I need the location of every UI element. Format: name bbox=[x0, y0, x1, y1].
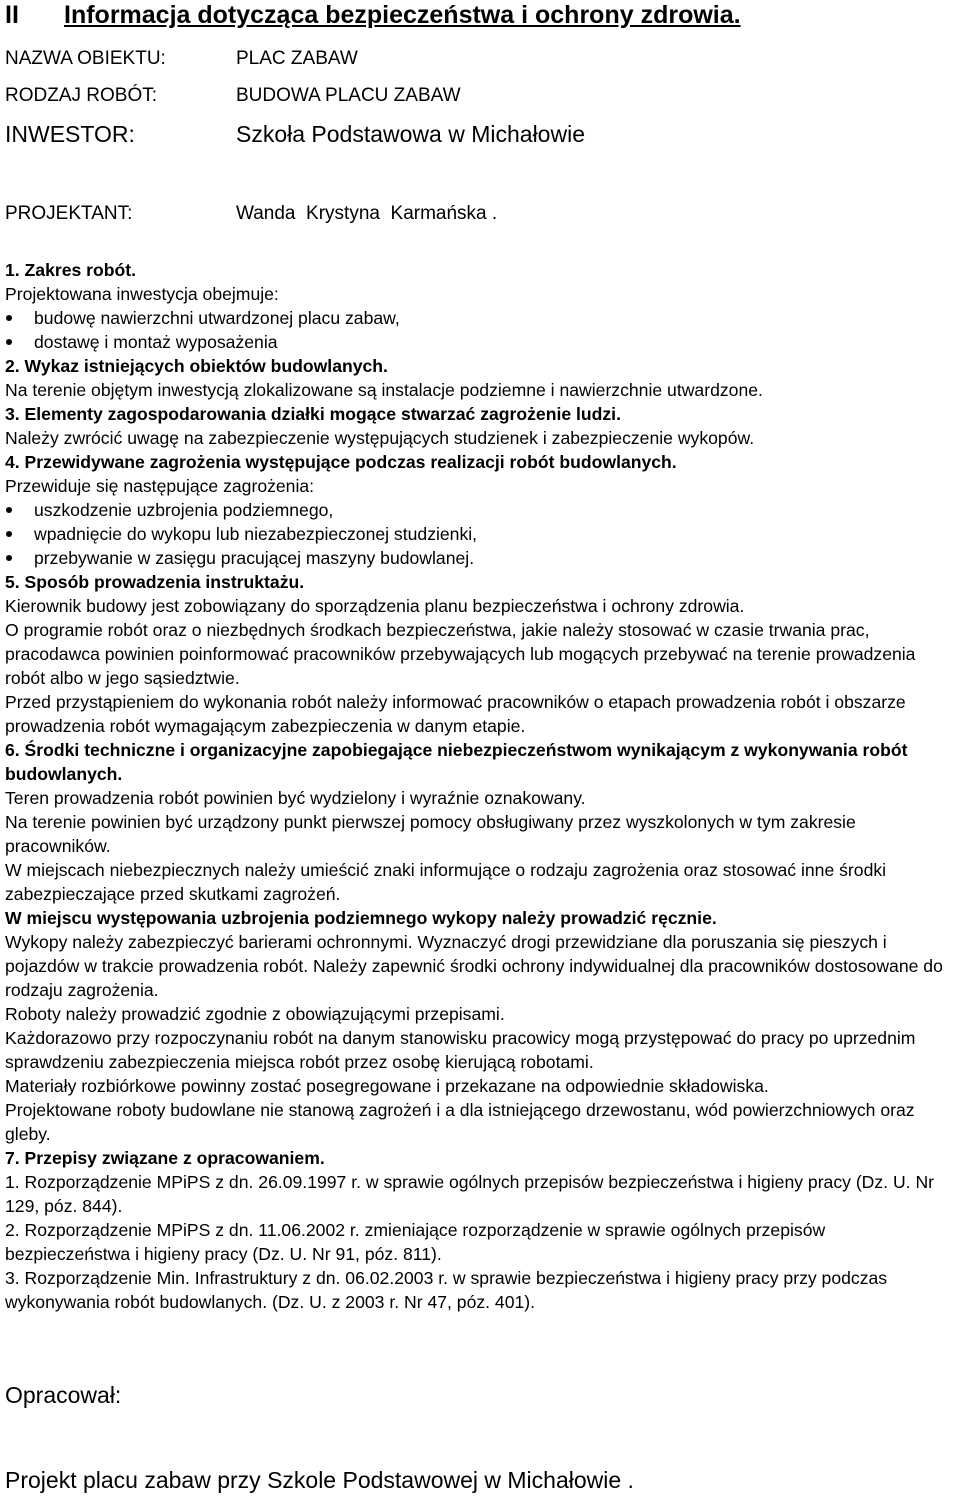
bullet-icon bbox=[6, 531, 12, 537]
prepared-by-label: Opracował: bbox=[5, 1382, 122, 1408]
section-4-list bbox=[5, 498, 955, 570]
bullet-icon bbox=[6, 507, 12, 513]
paragraph: Roboty należy prowadzić zgodnie z obowiązującymi przepisami. bbox=[5, 1004, 505, 1024]
paragraph: Wykopy należy zabezpieczyć barierami ochronnymi. Wyznaczyć drogi przewidziane dla poruszania się pieszych i pojazdów w trakcie prowadzenia robót. Należy zapewnić środki ochrony indywidualnej dla pracowników dostosowane do rodzaju zagrożenia. bbox=[5, 932, 943, 1000]
paragraph: O programie robót oraz o niezbędnych środkach bezpieczeństwa, jakie należy stosować w czasie trwania prac, pracodawca powinien poinformować pracowników przebywających lub mogących przebywać na terenie prowadzenia robót albo w jego sąsiedztwie. bbox=[5, 620, 916, 688]
section-heading bbox=[5, 0, 741, 30]
info-label: INWESTOR: bbox=[5, 121, 135, 147]
bullet-icon bbox=[6, 555, 12, 561]
list-item: wpadnięcie do wykopu lub niezabezpieczonej studzienki, bbox=[5, 522, 955, 546]
section-2-text: Na terenie objętym inwestycją zlokalizowane są instalacje podziemne i nawierzchnie utwardzone. bbox=[5, 380, 763, 400]
info-label: PROJEKTANT: bbox=[5, 203, 133, 224]
section-3-text: Należy zwrócić uwagę na zabezpieczenie występujących studzienek i zabezpieczenie wykopów. bbox=[5, 428, 755, 448]
list-item: budowę nawierzchni utwardzonej placu zabaw, bbox=[5, 306, 955, 330]
regulation-item: 1. Rozporządzenie MPiPS z dn. 26.09.1997 r. w sprawie ogólnych przepisów bezpieczeństwa i higieny pracy (Dz. U. Nr 129, póz. 844). bbox=[5, 1172, 935, 1216]
paragraph: Na terenie powinien być urządzony punkt pierwszej pomocy obsługiwany przez wyszkolonych w tym zakresie pracowników. bbox=[5, 812, 856, 856]
regulation-item: 2. Rozporządzenie MPiPS z dn. 11.06.2002 r. zmieniające rozporządzenie w sprawie ogólnych przepisów bezpieczeństwa i higieny pracy (Dz. U. Nr 91, póz. 811). bbox=[5, 1220, 826, 1264]
info-value: BUDOWA PLACU ZABAW bbox=[236, 85, 461, 106]
section-title: Informacja dotycząca bezpieczeństwa i ochrony zdrowia. bbox=[64, 1, 741, 29]
info-label: NAZWA OBIEKTU: bbox=[5, 48, 166, 69]
section-1-title: 1. Zakres robót. bbox=[5, 260, 137, 280]
section-1-intro: Projektowana inwestycja obejmuje: bbox=[5, 284, 279, 304]
bullet-icon bbox=[6, 315, 12, 321]
paragraph: Przed przystąpieniem do wykonania robót należy informować pracowników o etapach prowadzenia robót i obszarze prowadzenia robót wymagającym zabezpieczenia w danym etapie. bbox=[5, 692, 906, 736]
section-4-title: 4. Przewidywane zagrożenia występujące podczas realizacji robót budowlanych. bbox=[5, 452, 677, 472]
section-5-title: 5. Sposób prowadzenia instruktażu. bbox=[5, 572, 305, 592]
info-label: RODZAJ ROBÓT: bbox=[5, 85, 158, 106]
section-2-title: 2. Wykaz istniejących obiektów budowlanych. bbox=[5, 356, 388, 376]
info-value: PLAC ZABAW bbox=[236, 48, 358, 69]
paragraph: Materiały rozbiórkowe powinny zostać posegregowane i przekazane na odpowiednie składowiska. bbox=[5, 1076, 769, 1096]
section-7-title: 7. Przepisy związane z opracowaniem. bbox=[5, 1148, 325, 1168]
info-value: Szkoła Podstawowa w Michałowie bbox=[236, 121, 585, 147]
list-item: dostawę i montaż wyposażenia bbox=[5, 330, 955, 354]
section-4-intro: Przewiduje się następujące zagrożenia: bbox=[5, 476, 315, 496]
paragraph: Teren prowadzenia robót powinien być wydzielony i wyraźnie oznakowany. bbox=[5, 788, 586, 808]
section-3-title: 3. Elementy zagospodarowania działki mogące stwarzać zagrożenie ludzi. bbox=[5, 404, 621, 424]
paragraph-emphasis: W miejscu występowania uzbrojenia podziemnego wykopy należy prowadzić ręcznie. bbox=[5, 908, 717, 928]
project-footer-line: Projekt placu zabaw przy Szkole Podstawowej w Michałowie . bbox=[5, 1467, 634, 1493]
list-item: przebywanie w zasięgu pracującej maszyny budowlanej. bbox=[5, 546, 955, 570]
paragraph: W miejscach niebezpiecznych należy umieścić znaki informujące o rodzaju zagrożenia oraz stosować inne środki zabezpieczające przed skutkami zagrożeń. bbox=[5, 860, 887, 904]
document-body bbox=[5, 258, 955, 1314]
section-1-list bbox=[5, 306, 955, 354]
paragraph: Każdorazowo przy rozpoczynaniu robót na danym stanowisku pracowicy mogą przystępować do pracy po uprzednim sprawdzeniu zabezpieczenia miejsca robót przez osobę kierującą robotami. bbox=[5, 1028, 916, 1072]
bullet-icon bbox=[6, 339, 12, 345]
section-6-title: 6. Środki techniczne i organizacyjne zapobiegające niebezpieczeństwom wynikającym z wykonywania robót budowlanych. bbox=[5, 740, 908, 784]
paragraph: Projektowane roboty budowlane nie stanową zagrożeń i a dla istniejącego drzewostanu, wód powierzchniowych oraz gleby. bbox=[5, 1100, 915, 1144]
section-number: II bbox=[5, 1, 19, 29]
regulation-item: 3. Rozporządzenie Min. Infrastruktury z dn. 06.02.2003 r. w sprawie bezpieczeństwa i higieny pracy przy podczas wykonywania robót budowlanych. (Dz. U. z 2003 r. Nr 47, póz. 401). bbox=[5, 1268, 888, 1312]
list-item: uszkodzenie uzbrojenia podziemnego, bbox=[5, 498, 955, 522]
info-value: Wanda Krystyna Karmańska . bbox=[236, 203, 498, 224]
paragraph: Kierownik budowy jest zobowiązany do sporządzenia planu bezpieczeństwa i ochrony zdrowia. bbox=[5, 596, 745, 616]
